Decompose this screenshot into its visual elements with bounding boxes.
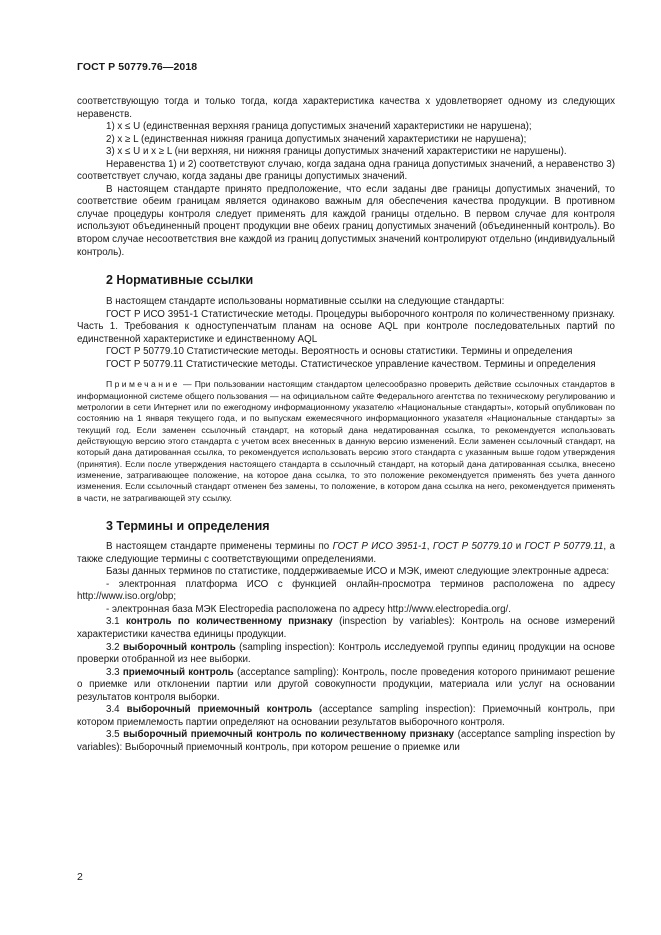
definition-number: 3.1 [106,616,127,628]
list-item: 3) x ≤ U и x ≥ L (ни верхняя, ни нижняя границы допустимых значений характеристики не нарушены). [106,146,567,158]
paragraph: Неравенства 1) и 2) соответствуют случаю, когда задана одна граница допустимых значений, а неравенство 3) соответствует случаю, когда заданы две границы допустимых значений. [77,158,615,183]
definition-text: (inspection by variables): Контроль на основе измерений характеристики качества единицы продукции. [77,616,616,640]
paragraph: Базы данных терминов по статистике, поддерживаемые ИСО и МЭК, имеют следующие электронные адреса: [106,566,610,578]
paragraph: В настоящем стандарте использованы нормативные ссылки на следующие стандарты: [106,296,505,308]
definition-3-1 [77,616,615,641]
term: приемочный контроль [122,666,234,678]
note [77,379,615,504]
term: выборочный приемочный контроль [126,704,313,716]
definition-number: 3.5 [106,729,124,741]
list-item: 2) x ≥ L (единственная нижняя граница допустимых значений характеристики не нарушена); [106,133,527,145]
text-run: , а также следующие термины с соответствующими определениями. [77,541,615,565]
reference-item: ГОСТ Р ИСО 3951-1 Статистические методы. Процедуры выборочного контроля по количественному признаку. Часть 1. Требования к одноступенчатым планам на основе AQL при контроле последовательных партий по единственной характеристике и единственному AQL [77,308,615,345]
list-item: - электронная база МЭК Electropedia расположена по адресу http://www.electropedia.org/. [106,603,511,615]
definition-text: (sampling inspection): Контроль исследуемой группы единиц продукции на основе проверки отобранной из нее выборки. [77,641,616,666]
list-item: - электронная платформа ИСО с функцией онлайн-просмотра терминов расположена по адресу http://www.iso.org/obp; [77,578,615,603]
text-run: В настоящем стандарте применены термины по [106,541,333,553]
definition-3-3 [77,667,615,705]
paragraph: В настоящем стандарте принято предположение, что если заданы две границы допустимых значений, то соответствие обеим границам является одинаково важным для обеспечения качества продукции. В противном случае процедуры контроля следует применять для каждой границы отдельно. В первом случае для контроля используют объединенный процент продукции вне обеих границ допустимых значений (объединенный контроль). Во втором случае несоответствия вне каждой из границ допустимых значений контролируют отдельно (индивидуальный контроль). [77,183,615,258]
term: контроль по количественному признаку [126,616,333,628]
definition-text: (acceptance sampling inspection): Приемочный контроль, при котором приемлемость партии определяют на основании результатов выборочного контроля. [77,704,616,728]
document-body [77,96,615,754]
definition-text: (acceptance sampling inspection by variables): Выборочный приемочный контроль, при котором решение о приемке или [77,729,615,753]
term: выборочный контроль [122,641,236,653]
reference: ГОСТ Р ИСО 3951-1 [332,541,427,553]
document-header: ГОСТ Р 50779.76—2018 [77,61,198,73]
definition-number: 3.2 [106,641,123,653]
section-heading-references: 2 Нормативные ссылки [106,273,254,288]
term: выборочный приемочный контроль по количественному признаку [123,729,455,741]
definition-3-2 [77,642,615,667]
page-number: 2 [77,871,83,883]
definition-text: (acceptance sampling): Контроль, после проведения которого принимают решение о приемке или отклонении партии или другой совокупности продукции, материала или услуг на основании результатов контроля выборки. [77,666,615,703]
reference-item: ГОСТ Р 50779.11 Статистические методы. Статистическое управление качеством. Термины и определения [106,358,596,370]
reference-item: ГОСТ Р 50779.10 Статистические методы. Вероятность и основы статистики. Термины и определения [106,346,573,358]
paragraph: соответствующую тогда и только тогда, когда характеристика качества x удовлетворяет одному из следующих неравенств. [77,96,615,120]
list-item: 1) x ≤ U (единственная верхняя граница допустимых значений характеристики не нарушена); [106,121,532,133]
reference: ГОСТ Р 50779.10 [432,541,513,553]
section-heading-terms: 3 Термины и определения [106,519,270,534]
note-text: — При пользовании настоящим стандартом целесообразно проверить действие ссылочных стандартов в информационной системе общего пользования — на официальном сайте Федерального агентства по техническому регулированию и метрологии в сети Интернет или по ежегодному информационному указателю «Национальные стандарты», который опубликован по состоянию на 1 января текущего года, и по выпускам ежемесячного информационного указателя «Национальные стандарты» за текущий год. Если заменен ссылочный стандарт, на который дана недатированная ссылка, то рекомендуется использовать действующую версию этого стандарта с учетом всех внесенных в данную версию изменений. Если заменен ссылочный стандарт, на который дана датированная ссылка, то рекомендуется использовать версию этого стандарта с указанным выше годом утверждения (принятия). Если после утверждения настоящего стандарта в ссылочный стандарт, на который дана датированная ссылка, внесено изменение, затрагивающее положение, на которое дана ссылка, то это положение рекомендуется применять без учета данного изменения. Если ссылочный стандарт отменен без замены, то положение, в котором дана ссылка на него, рекомендуется применять в части, не затрагивающей эту ссылку. [77,379,615,503]
text-run: , [426,541,433,553]
note-label: Примечание [106,379,180,390]
definition-number: 3.3 [106,666,123,678]
definition-number: 3.4 [106,704,127,716]
definition-3-4 [77,704,615,729]
reference: ГОСТ Р 50779.11 [524,541,604,553]
paragraph [77,541,615,566]
definition-3-5 [77,729,615,754]
text-run: и [512,541,525,553]
